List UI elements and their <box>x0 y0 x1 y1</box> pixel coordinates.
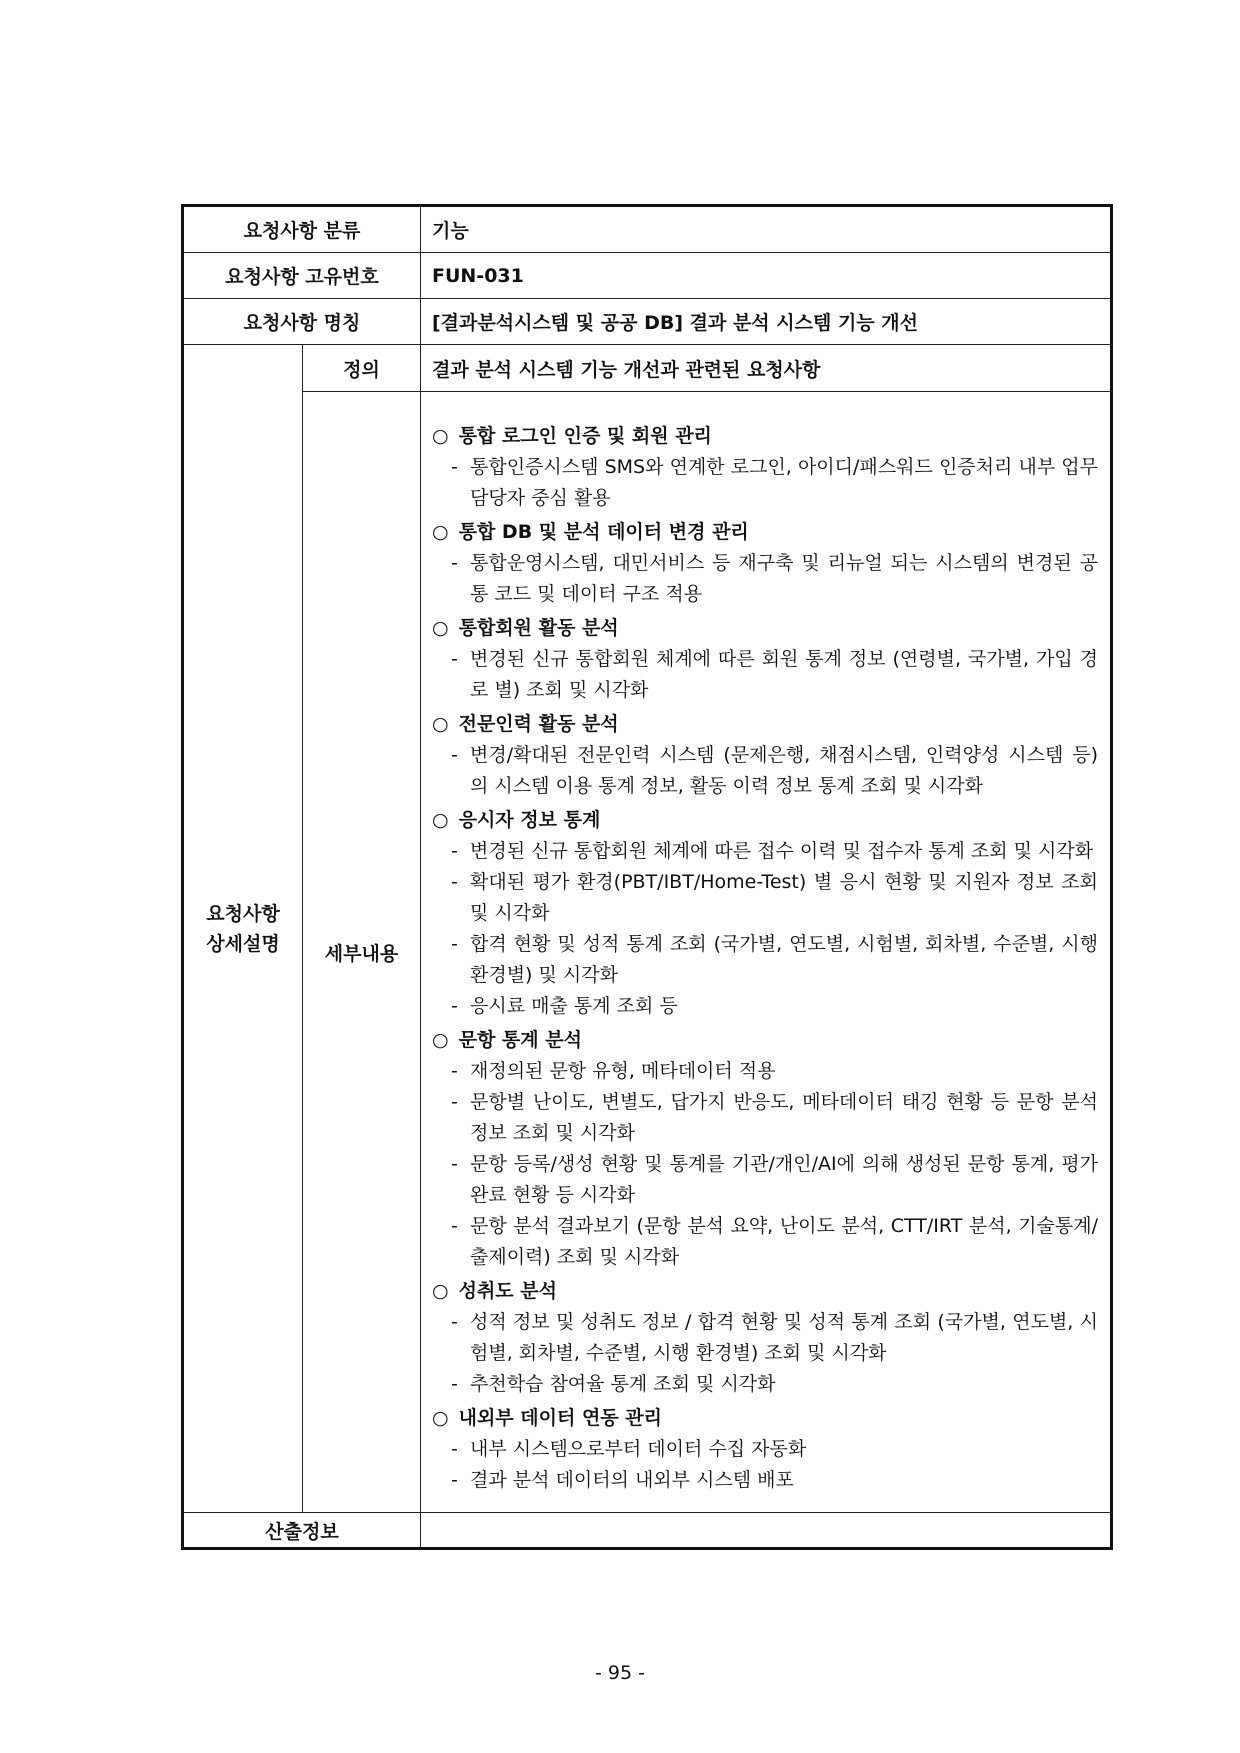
list-item <box>432 740 1098 802</box>
list-item-text: 변경/확대된 전문인력 시스템 (문제은행, 채점시스템, 인력양성 시스템 등) 의 시스템 이용 통계 정보, 활동 이력 정보 통계 조회 및 시각화 <box>470 744 1098 797</box>
name-label: 요청사항 명칭 <box>183 299 421 345</box>
list-item-text: 재정의된 문항 유형, 메타데이터 적용 <box>470 1060 776 1082</box>
list-item <box>432 836 1098 867</box>
dash-bullet-icon: - <box>451 1215 458 1237</box>
section-title-text: 응시자 정보 통계 <box>458 809 601 831</box>
list-item-text: 변경된 신규 통합회원 체계에 따른 접수 이력 및 접수자 통계 조회 및 시각화 <box>470 840 1094 862</box>
section-title-text: 전문인력 활동 분석 <box>458 713 619 735</box>
list-item-text: 변경된 신규 통합회원 체계에 따른 회원 통계 정보 (연령별, 국가별, 가입 경로 별) 조회 및 시각화 <box>470 648 1098 701</box>
section-title <box>432 614 1098 642</box>
circle-bullet-icon: ○ <box>432 713 449 735</box>
section-title <box>432 1404 1098 1432</box>
section-title <box>432 806 1098 834</box>
section-title-text: 문항 통계 분석 <box>458 1029 582 1051</box>
list-item-text: 응시료 매출 통계 조회 등 <box>470 995 678 1017</box>
section-title-text: 통합 로그인 인증 및 회원 관리 <box>458 425 712 447</box>
list-item-text: 합격 현황 및 성적 통계 조회 (국가별, 연도별, 시험별, 회차별, 수준별, 시행 환경별) 및 시각화 <box>470 933 1098 986</box>
row-output <box>183 1513 1112 1549</box>
list-item-text: 통합운영시스템, 대민서비스 등 재구축 및 리뉴얼 되는 시스템의 변경된 공통 코드 및 데이터 구조 적용 <box>470 552 1098 605</box>
dash-bullet-icon: - <box>451 1060 458 1082</box>
circle-bullet-icon: ○ <box>432 617 449 639</box>
requirement-table <box>181 204 1113 1550</box>
section-title <box>432 518 1098 546</box>
section-title <box>432 1026 1098 1054</box>
row-details <box>183 392 1112 1513</box>
dash-bullet-icon: - <box>451 456 458 478</box>
dash-bullet-icon: - <box>451 1438 458 1460</box>
section-title <box>432 710 1098 738</box>
list-item <box>432 1211 1098 1273</box>
list-item <box>432 1369 1098 1400</box>
list-item <box>432 1087 1098 1149</box>
list-item <box>432 1056 1098 1087</box>
dash-bullet-icon: - <box>451 1311 458 1333</box>
row-category <box>183 206 1112 253</box>
id-value: FUN-031 <box>421 253 1112 299</box>
section-title-text: 통합회원 활동 분석 <box>458 617 619 639</box>
circle-bullet-icon: ○ <box>432 1407 449 1429</box>
list-item <box>432 548 1098 610</box>
dash-bullet-icon: - <box>451 995 458 1017</box>
category-label: 요청사항 분류 <box>183 206 421 253</box>
list-item <box>432 1434 1098 1465</box>
list-item <box>432 644 1098 706</box>
id-label: 요청사항 고유번호 <box>183 253 421 299</box>
detail-group-label: 요청사항 상세설명 <box>183 345 303 1513</box>
row-name <box>183 299 1112 345</box>
details-label: 세부내용 <box>303 392 421 1513</box>
row-id <box>183 253 1112 299</box>
dash-bullet-icon: - <box>451 648 458 670</box>
list-item-text: 성적 정보 및 성취도 정보 / 합격 현황 및 성적 통계 조회 (국가별, 연도별, 시험별, 회차별, 수준별, 시행 환경별) 조회 및 시각화 <box>470 1311 1098 1364</box>
list-item <box>432 991 1098 1022</box>
list-item <box>432 452 1098 514</box>
list-item-text: 문항 등록/생성 현황 및 통계를 기관/개인/AI에 의해 생성된 문항 통계, 평가 완료 현황 등 시각화 <box>470 1153 1098 1206</box>
list-item <box>432 867 1098 929</box>
circle-bullet-icon: ○ <box>432 1029 449 1051</box>
section-title <box>432 1277 1098 1305</box>
circle-bullet-icon: ○ <box>432 1280 449 1302</box>
list-item-text: 내부 시스템으로부터 데이터 수집 자동화 <box>470 1438 807 1460</box>
dash-bullet-icon: - <box>451 1469 458 1491</box>
details-content <box>421 392 1112 1513</box>
list-item <box>432 1465 1098 1496</box>
dash-bullet-icon: - <box>451 552 458 574</box>
list-item-text: 문항 분석 결과보기 (문항 분석 요약, 난이도 분석, CTT/IRT 분석, 기술통계/출제이력) 조회 및 시각화 <box>470 1215 1098 1268</box>
section-title-text: 성취도 분석 <box>458 1280 557 1302</box>
section-title-text: 통합 DB 및 분석 데이터 변경 관리 <box>458 521 749 543</box>
definition-label: 정의 <box>303 345 421 392</box>
circle-bullet-icon: ○ <box>432 425 449 447</box>
dash-bullet-icon: - <box>451 871 458 893</box>
section-title <box>432 422 1098 450</box>
name-value: [결과분석시스템 및 공공 DB] 결과 분석 시스템 기능 개선 <box>421 299 1112 345</box>
dash-bullet-icon: - <box>451 840 458 862</box>
dash-bullet-icon: - <box>451 933 458 955</box>
list-item-text: 확대된 평가 환경(PBT/IBT/Home-Test) 별 응시 현황 및 지원자 정보 조회 및 시각화 <box>470 871 1098 924</box>
dash-bullet-icon: - <box>451 1153 458 1175</box>
output-label: 산출정보 <box>183 1513 421 1549</box>
section-title-text: 내외부 데이터 연동 관리 <box>458 1407 662 1429</box>
circle-bullet-icon: ○ <box>432 521 449 543</box>
list-item-text: 결과 분석 데이터의 내외부 시스템 배포 <box>470 1469 794 1491</box>
row-definition <box>183 345 1112 392</box>
dash-bullet-icon: - <box>451 1373 458 1395</box>
page-number: - 95 - <box>595 1662 645 1684</box>
dash-bullet-icon: - <box>451 744 458 766</box>
output-value <box>421 1513 1112 1549</box>
list-item-text: 통합인증시스템 SMS와 연계한 로그인, 아이디/패스워드 인증처리 내부 업무 담당자 중심 활용 <box>470 456 1098 509</box>
list-item <box>432 1307 1098 1369</box>
definition-value: 결과 분석 시스템 기능 개선과 관련된 요청사항 <box>421 345 1112 392</box>
dash-bullet-icon: - <box>451 1091 458 1113</box>
list-item-text: 추천학습 참여율 통계 조회 및 시각화 <box>470 1373 776 1395</box>
list-item-text: 문항별 난이도, 변별도, 답가지 반응도, 메타데이터 태깅 현황 등 문항 분석 정보 조회 및 시각화 <box>470 1091 1098 1144</box>
circle-bullet-icon: ○ <box>432 809 449 831</box>
list-item <box>432 929 1098 991</box>
list-item <box>432 1149 1098 1211</box>
category-value: 기능 <box>421 206 1112 253</box>
